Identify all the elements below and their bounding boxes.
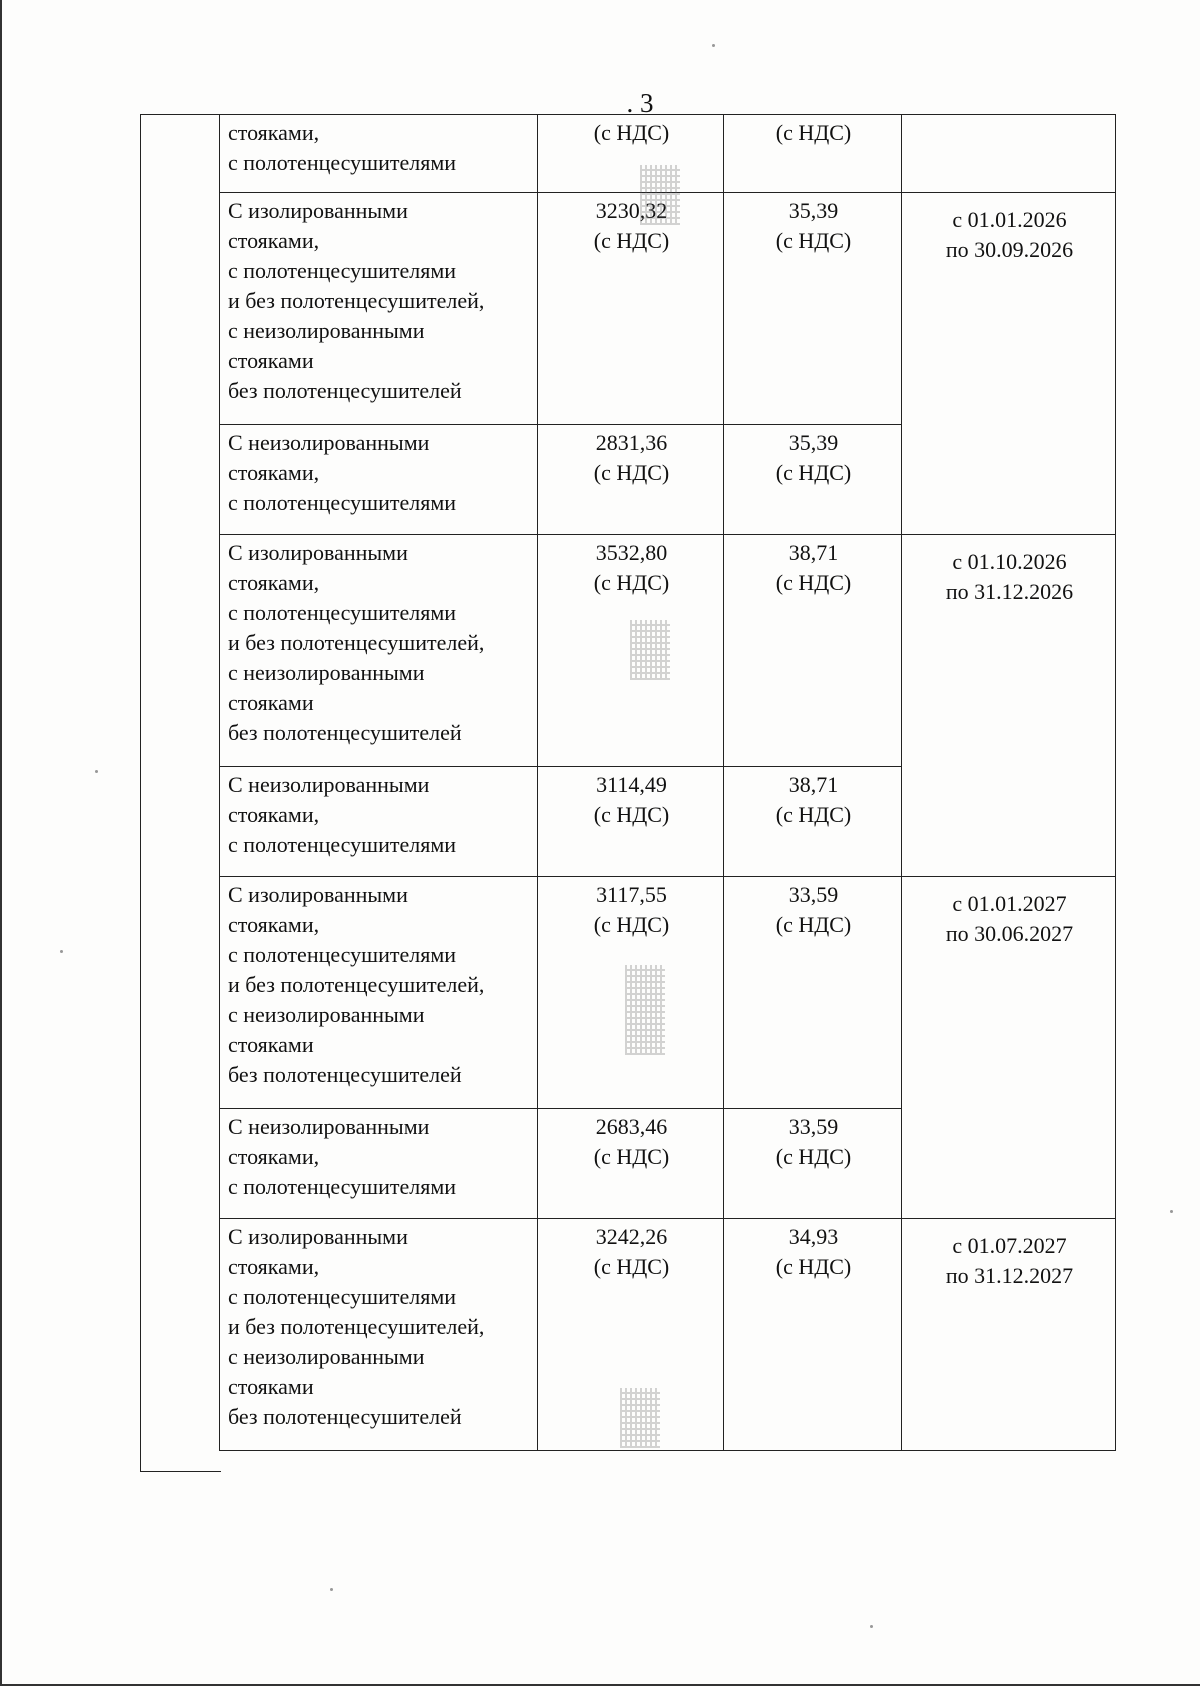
cell-description: стояками, с полотенцесушителями [220,115,538,193]
cell-rate [724,425,902,535]
cell-description: С изолированными стояками, с полотенцесушителями и без полотенцесушителей, с неизолированными стояками без полотенцесушителей [220,1219,538,1451]
cell-description: С изолированными стояками, с полотенцесушителями и без полотенцесушителей, с неизолированными стояками без полотенцесушителей [220,877,538,1109]
rate-vat-note: (с НДС) [775,460,852,485]
scan-artifact [640,165,680,225]
cell-description: С изолированными стояками, с полотенцесушителями и без полотенцесушителей, с неизолированными стояками без полотенцесушителей [220,193,538,425]
rate-value: 33,59 [788,1114,839,1139]
cell-price [538,193,724,425]
price-vat-note: (с НДС) [593,460,670,485]
table-row [220,1219,1116,1451]
rate-value: 33,59 [788,882,839,907]
cell-rate [724,535,902,767]
table-left-margin-column [140,114,221,1472]
rate-value: 34,93 [788,1224,839,1249]
price-value: 3242,26 [595,1224,668,1249]
price-value: 2831,36 [595,430,668,455]
cell-price [538,115,724,193]
price-vat-note: (с НДС) [593,1144,670,1169]
price-vat-note: (с НДС) [593,1254,670,1279]
cell-rate [724,1109,902,1219]
scan-speck [1170,1210,1173,1213]
price-value: 3117,55 [596,882,667,907]
cell-period: с 01.01.2027 по 30.06.2027 [902,877,1116,1219]
cell-rate [724,115,902,193]
price-vat-note: (с НДС) [593,912,670,937]
rate-vat-note: (с НДС) [775,120,852,145]
scan-speck [712,44,715,47]
rate-value: 35,39 [788,198,839,223]
cell-description: С неизолированными стояками, с полотенцесушителями [220,425,538,535]
tariff-table-body [220,115,1116,1451]
cell-price [538,425,724,535]
tariff-table [219,114,1116,1451]
cell-description: С изолированными стояками, с полотенцесушителями и без полотенцесушителей, с неизолированными стояками без полотенцесушителей [220,535,538,767]
cell-period: с 01.01.2026 по 30.09.2026 [902,193,1116,535]
price-vat-note: (с НДС) [593,802,670,827]
cell-period: с 01.07.2027 по 31.12.2027 [902,1219,1116,1451]
rate-vat-note: (с НДС) [775,802,852,827]
rate-value: 35,39 [788,430,839,455]
rate-vat-note: (с НДС) [775,570,852,595]
scan-speck [60,950,63,953]
table-row [220,193,1116,425]
scan-speck [330,1588,333,1591]
table-row [220,877,1116,1109]
cell-description: С неизолированными стояками, с полотенцесушителями [220,1109,538,1219]
cell-rate [724,193,902,425]
price-vat-note: (с НДС) [593,570,670,595]
rate-vat-note: (с НДС) [775,228,852,253]
cell-price [538,1109,724,1219]
rate-vat-note: (с НДС) [775,1254,852,1279]
rate-vat-note: (с НДС) [775,1144,852,1169]
scan-artifact [630,620,670,680]
cell-description: С неизолированными стояками, с полотенцесушителями [220,767,538,877]
scan-artifact [620,1388,660,1448]
rate-vat-note: (с НДС) [775,912,852,937]
scan-artifact [625,965,665,1055]
cell-price [538,767,724,877]
price-value: 3114,49 [596,772,667,797]
price-vat-note: (с НДС) [593,228,670,253]
price-value: 2683,46 [595,1114,668,1139]
cell-rate [724,767,902,877]
price-value: 3230,32 [595,198,668,223]
cell-period: с 01.10.2026 по 31.12.2026 [902,535,1116,877]
cell-rate [724,1219,902,1451]
price-value: 3532,80 [595,540,668,565]
cell-period [902,115,1116,193]
price-vat-note: (с НДС) [593,120,670,145]
page-number: . 3 [626,88,654,118]
scan-speck [95,770,98,773]
scan-speck [870,1625,873,1628]
cell-rate [724,877,902,1109]
rate-value: 38,71 [788,540,839,565]
rate-value: 38,71 [788,772,839,797]
